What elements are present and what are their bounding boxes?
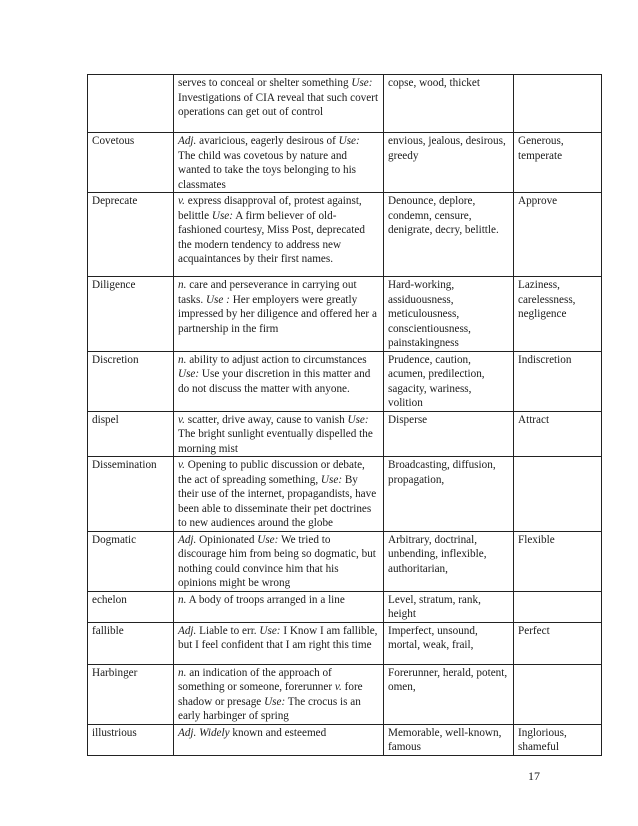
word: Dissemination xyxy=(92,459,157,471)
part-of-speech: v. xyxy=(178,413,185,426)
definition-cell xyxy=(174,664,384,724)
usage-example: Use your discretion in this matter and do not discuss the matter with anyone. xyxy=(178,368,371,395)
table-row xyxy=(88,75,602,133)
definition: serves to conceal or shelter something xyxy=(178,77,349,89)
word: Harbinger xyxy=(92,666,138,679)
part-of-speech-secondary: v. xyxy=(334,681,342,693)
antonyms-cell xyxy=(514,531,602,591)
antonyms-cell xyxy=(514,75,602,133)
definition: express disapproval of, protest against, belittle xyxy=(178,195,362,222)
definition-secondary: fore shadow or presage xyxy=(178,681,363,708)
definition-cell xyxy=(174,75,384,133)
synonyms: copse, wood, thicket xyxy=(388,77,480,89)
definition-cell xyxy=(174,531,384,591)
antonyms-cell xyxy=(514,193,602,277)
part-of-speech: v. xyxy=(178,195,185,207)
antonyms: Attract xyxy=(518,413,550,426)
usage-label: Use: xyxy=(211,209,233,222)
part-of-speech: Adj. xyxy=(178,135,197,147)
definition: Opinionated xyxy=(199,533,255,546)
antonyms-cell xyxy=(514,591,602,622)
definition-cell xyxy=(174,622,384,664)
definition: A body of troops arranged in a line xyxy=(188,593,345,606)
antonyms-cell xyxy=(514,622,602,664)
synonyms-cell xyxy=(384,664,514,724)
table-row xyxy=(88,591,602,622)
definition-cell xyxy=(174,277,384,352)
synonyms: Level, stratum, rank, height xyxy=(388,593,481,620)
usage-example: By their use of the internet, propagandists, have been able to disseminate their pet doctrines to new audiences around the globe xyxy=(178,473,377,529)
part-of-speech: v. xyxy=(178,459,185,471)
vocabulary-table-body xyxy=(88,75,602,756)
usage-label: Use: xyxy=(257,533,279,546)
word: Dogmatic xyxy=(92,533,137,546)
definition: care and perseverance in carrying out tasks. xyxy=(178,279,357,306)
usage-label: Use : xyxy=(205,293,230,306)
usage-label: Use: xyxy=(338,135,360,147)
part-of-speech: n. xyxy=(178,666,187,679)
word-cell xyxy=(88,664,174,724)
usage-label: Use: xyxy=(259,624,281,637)
word-cell xyxy=(88,133,174,193)
synonyms-cell xyxy=(384,457,514,532)
synonyms: envious, jealous, desirous, greedy xyxy=(388,135,506,162)
synonyms-cell xyxy=(384,193,514,277)
vocabulary-table xyxy=(87,74,602,756)
definition-cell xyxy=(174,351,384,411)
part-of-speech: n. xyxy=(178,353,187,366)
definition-emphasis: Widely xyxy=(199,726,230,739)
usage-example: I Know I am fallible, but I feel confident that I am right this time xyxy=(178,624,378,651)
synonyms-cell xyxy=(384,531,514,591)
synonyms: Memorable, well-known, famous xyxy=(388,726,502,753)
usage-example: Investigations of CIA reveal that such covert operations can get out of control xyxy=(178,91,379,118)
usage-example: Her employers were greatly impressed by her diligence and offered her a partnership in the firm xyxy=(178,293,377,335)
synonyms: Arbitrary, doctrinal, unbending, inflexible, authoritarian, xyxy=(388,533,487,575)
part-of-speech: n. xyxy=(178,593,187,606)
antonyms-cell xyxy=(514,351,602,411)
synonyms: Imperfect, unsound, mortal, weak, frail, xyxy=(388,624,478,651)
word-cell xyxy=(88,75,174,133)
synonyms-cell xyxy=(384,411,514,457)
definition: scatter, drive away, cause to vanish xyxy=(187,413,345,426)
antonyms: Inglorious, shameful xyxy=(518,726,567,753)
word: Discretion xyxy=(92,353,139,366)
table-row xyxy=(88,351,602,411)
definition: an indication of the approach of something or someone, forerunner xyxy=(178,666,333,693)
antonyms: Perfect xyxy=(518,624,550,637)
part-of-speech: Adj. xyxy=(178,624,197,637)
synonyms: Forerunner, herald, potent, omen, xyxy=(388,666,508,693)
word-cell xyxy=(88,531,174,591)
part-of-speech: Adj. xyxy=(178,726,197,739)
usage-example: The child was covetous by nature and wanted to take the toys belonging to his classmates xyxy=(178,149,357,191)
antonyms: Approve xyxy=(518,195,558,207)
definition-cell xyxy=(174,193,384,277)
word-cell xyxy=(88,193,174,277)
word-cell xyxy=(88,457,174,532)
antonyms-cell xyxy=(514,724,602,755)
table-row xyxy=(88,457,602,532)
definition: known and esteemed xyxy=(232,726,327,739)
antonyms-cell xyxy=(514,411,602,457)
usage-label: Use: xyxy=(178,368,200,380)
usage-label: Use: xyxy=(320,473,343,486)
word: Covetous xyxy=(92,135,135,147)
word: Diligence xyxy=(92,279,136,291)
table-row xyxy=(88,277,602,352)
usage-example: We tried to discourage him from being so dogmatic, but nothing could convince him that his opinions might be wrong xyxy=(178,533,376,589)
table-row xyxy=(88,133,602,193)
synonyms: Prudence, caution, acumen, predilection, sagacity, wariness, volition xyxy=(388,353,485,409)
usage-label: Use: xyxy=(351,77,373,89)
word: echelon xyxy=(92,593,127,606)
definition-cell xyxy=(174,133,384,193)
definition: avaricious, eagerly desirous of xyxy=(199,135,336,147)
usage-label: Use: xyxy=(264,695,286,708)
usage-label: Use: xyxy=(347,413,369,426)
definition: Opening to public discussion or debate, the act of spreading something, xyxy=(178,459,365,486)
antonyms-cell xyxy=(514,457,602,532)
usage-example: A firm believer of old-fashioned courtesy, Miss Post, deprecated the modern tendency to address new acquaintances by their first names. xyxy=(178,209,365,265)
antonyms-cell xyxy=(514,664,602,724)
word-cell xyxy=(88,622,174,664)
antonyms: Laziness, carelessness, negligence xyxy=(518,279,576,320)
synonyms-cell xyxy=(384,724,514,755)
part-of-speech: n. xyxy=(178,279,187,291)
word: Deprecate xyxy=(92,195,138,207)
definition-cell xyxy=(174,411,384,457)
synonyms-cell xyxy=(384,351,514,411)
word: fallible xyxy=(92,624,124,637)
antonyms-cell xyxy=(514,133,602,193)
word-cell xyxy=(88,351,174,411)
word-cell xyxy=(88,411,174,457)
table-row xyxy=(88,664,602,724)
antonyms-cell xyxy=(514,277,602,352)
synonyms-cell xyxy=(384,133,514,193)
antonyms: Flexible xyxy=(518,533,555,546)
table-row xyxy=(88,724,602,755)
word-cell xyxy=(88,277,174,352)
synonyms: Hard-working, assiduousness, meticulousness, conscientiousness, painstakingness xyxy=(388,279,471,349)
definition: Liable to err. xyxy=(199,624,257,637)
word-cell xyxy=(88,724,174,755)
synonyms: Denounce, deplore, condemn, censure, denigrate, decry, belittle. xyxy=(388,195,499,236)
usage-example: The bright sunlight eventually dispelled the morning mist xyxy=(178,428,373,455)
synonyms: Broadcasting, diffusion, propagation, xyxy=(388,459,496,486)
table-row xyxy=(88,622,602,664)
definition: ability to adjust action to circumstances xyxy=(189,353,367,366)
usage-example: The crocus is an early harbinger of spring xyxy=(178,695,361,722)
synonyms-cell xyxy=(384,75,514,133)
definition-cell xyxy=(174,591,384,622)
synonyms-cell xyxy=(384,622,514,664)
part-of-speech: Adj. xyxy=(178,533,197,546)
table-row xyxy=(88,411,602,457)
word: dispel xyxy=(92,413,119,426)
synonyms-cell xyxy=(384,277,514,352)
synonyms-cell xyxy=(384,591,514,622)
word: illustrious xyxy=(92,726,137,739)
antonyms: Indiscretion xyxy=(518,353,572,366)
word-cell xyxy=(88,591,174,622)
table-row xyxy=(88,531,602,591)
synonyms: Disperse xyxy=(388,413,428,426)
page-number: 17 xyxy=(528,769,540,783)
antonyms: Generous, temperate xyxy=(518,135,564,162)
definition-cell xyxy=(174,457,384,532)
definition-cell xyxy=(174,724,384,755)
table-row xyxy=(88,193,602,277)
